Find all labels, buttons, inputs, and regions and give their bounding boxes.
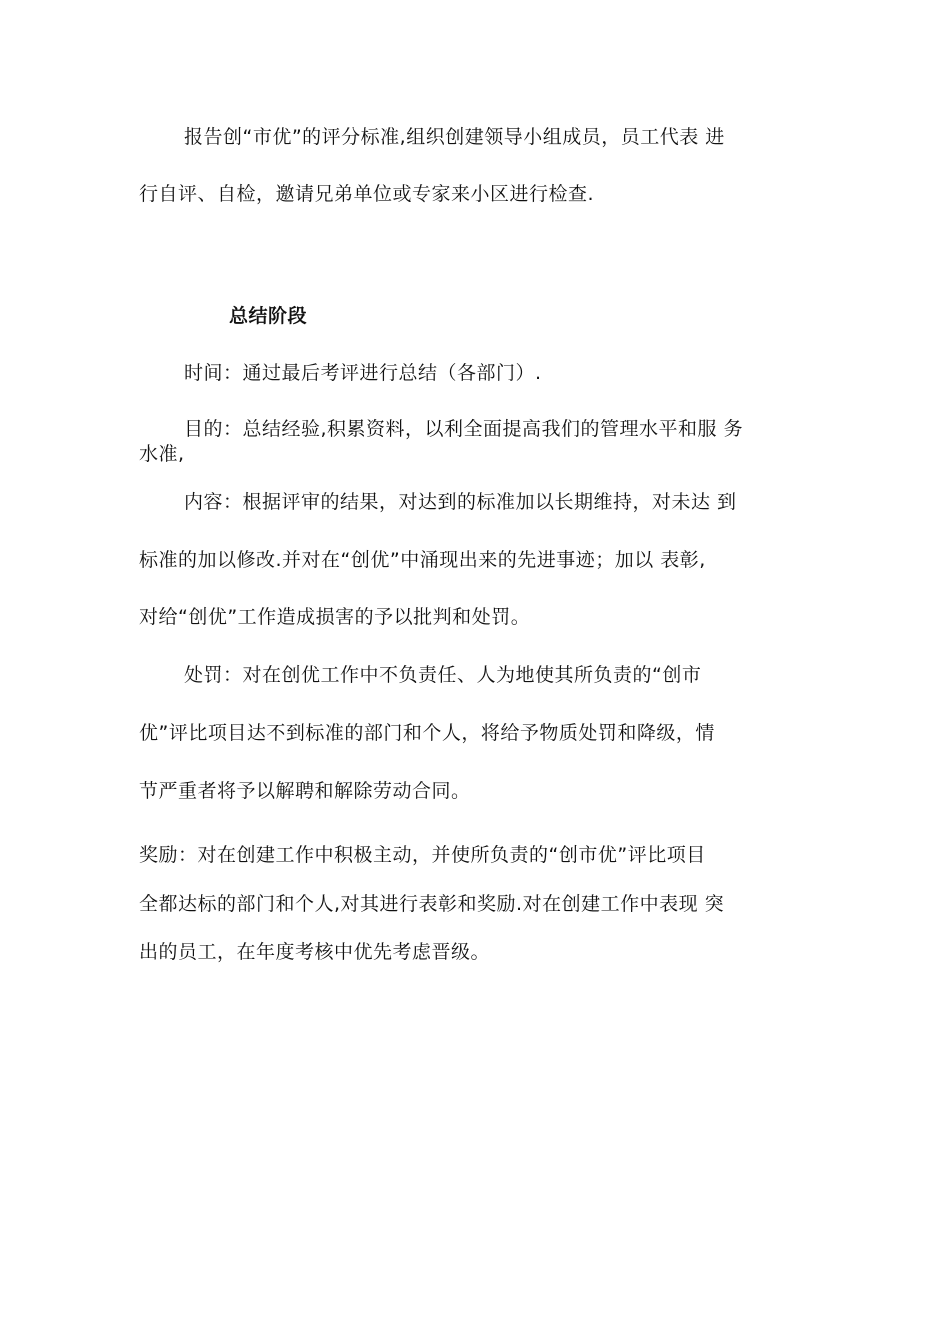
paragraph-1-line-1: 报告创“市优”的评分标准,组织创建领导小组成员，员工代表 进 — [184, 126, 725, 148]
penalty-line-2: 优”评比项目达不到标准的部门和个人，将给予物质处罚和降级，情 — [139, 722, 715, 744]
penalty-line-3: 节严重者将予以解聘和解除劳动合同。 — [139, 780, 471, 802]
content-line-3: 对给“创优”工作造成损害的予以批判和处罚。 — [139, 606, 531, 628]
purpose-line-2: 水准, — [139, 443, 185, 465]
content-line-1: 内容：根据评审的结果，对达到的标准加以长期维持，对未达 到 — [184, 491, 737, 513]
purpose-line-1: 目的：总结经验,积累资料，以利全面提高我们的管理水平和服 务 — [184, 418, 744, 440]
section-heading: 总结阶段 — [229, 305, 308, 327]
reward-line-1: 奖励：对在创建工作中积极主动，并使所负责的“创市优”评比项目 — [139, 844, 706, 866]
reward-line-3: 出的员工，在年度考核中优先考虑晋级。 — [139, 941, 491, 963]
time-line: 时间：通过最后考评进行总结（各部门）. — [184, 362, 542, 384]
content-line-2: 标准的加以修改.并对在“创优”中涌现出来的先进事迹；加以 表彰, — [139, 549, 706, 571]
reward-line-2: 全都达标的部门和个人,对其进行表彰和奖励.对在创建工作中表现 突 — [139, 893, 725, 915]
paragraph-1-line-2: 行自评、自检，邀请兄弟单位或专家来小区进行检查. — [139, 183, 595, 205]
penalty-line-1: 处罚：对在创优工作中不负责任、人为地使其所负责的“创市 — [184, 664, 702, 686]
